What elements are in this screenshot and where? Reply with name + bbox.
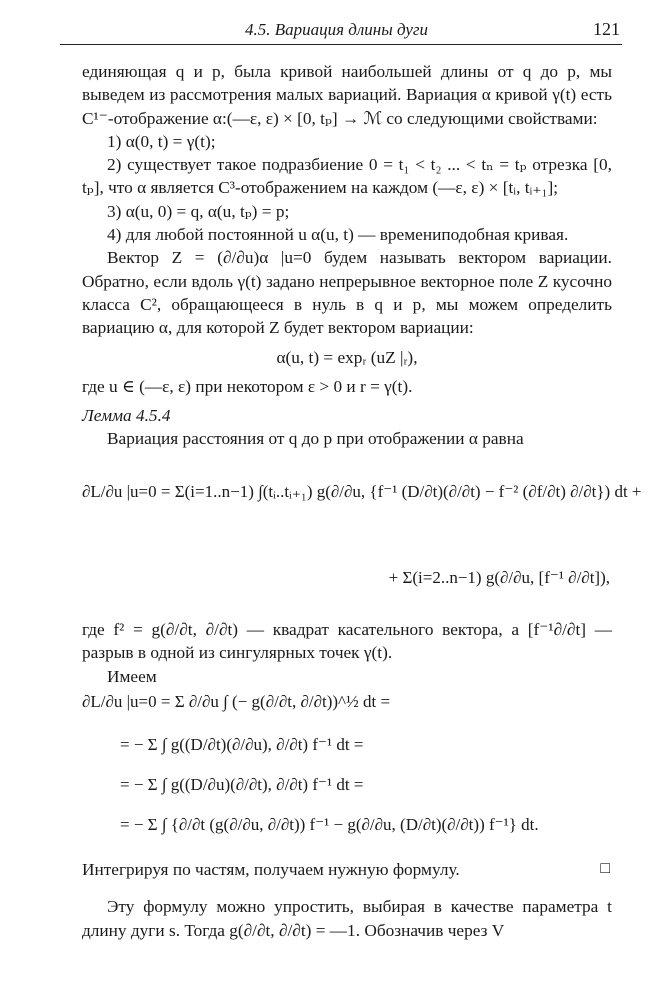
main-text-middle <box>82 618 612 688</box>
paragraph-variation-definition: единяющая q и p, была кривой наибольшей длины от q до p, мы выведем из рассмотрения малых вариаций. Вариация α кривой γ(t) есть C¹⁻-отображение α:(—ε, ε) × [0, tₚ] → ℳ со следующими свойствами: <box>82 62 612 128</box>
main-text-top <box>82 60 612 451</box>
derivation-line-2: = − Σ ∫ g((D/∂t)(∂/∂u), ∂/∂t) f⁻¹ dt = <box>120 735 364 754</box>
page-number: 121 <box>593 19 620 39</box>
section-title: 4.5. Вариация длины дуги <box>245 20 429 39</box>
paragraph-arc-length: Эту формулу можно упростить, выбирая в качестве параметра t длину дуги s. Тогда g(∂/∂t, ∂/∂t) = —1. Обозначив через V <box>82 897 612 940</box>
property-2: 2) существует такое подразбиение 0 = t₁ < t₂ ... < tₙ = tₚ отрезка [0, tₚ], что α является C³-отображением на каждом (—ε, ε) × [tᵢ, tᵢ₊₁]; <box>82 155 612 198</box>
property-1: 1) α(0, t) = γ(t); <box>107 131 216 151</box>
property-4: 4) для любой постоянной u α(u, t) — времениподобная кривая. <box>107 225 569 245</box>
derivation-line-3: = − Σ ∫ g((D/∂u)(∂/∂t), ∂/∂t) f⁻¹ dt = <box>120 775 364 794</box>
paragraph-variation-vector: Вектор Z = (∂/∂u)α |u=0 будем называть вектором вариации. Обратно, если вдоль γ(t) задано непрерывное векторное поле Z кусочно класса C², обращающееся в нуль в q и p, мы можем определить вариацию α, для которой Z будет вектором вариации: <box>82 248 612 338</box>
lemma-statement: Вариация расстояния от q до p при отображении α равна <box>107 429 524 449</box>
running-header <box>60 18 622 45</box>
derivation-line-1: ∂L/∂u |u=0 = Σ ∂/∂u ∫ (− g(∂/∂t, ∂/∂t))^½ dt = <box>82 692 391 711</box>
property-3: 3) α(u, 0) = q, α(u, tₚ) = p; <box>107 201 290 221</box>
paragraph-f-definition: где f² = g(∂/∂t, ∂/∂t) — квадрат касательного вектора, а [f⁻¹∂/∂t] — разрыв в одной из сингулярных точек γ(t). <box>82 620 612 663</box>
paragraph-integrate-by-parts: Интегрируя по частям, получаем нужную формулу. <box>82 860 460 879</box>
lemma-formula-line-2: + Σ(i=2..n−1) g(∂/∂u, [f⁻¹ ∂/∂t]), <box>388 568 610 587</box>
qed-symbol: □ <box>600 860 610 877</box>
main-text-bottom <box>82 858 612 942</box>
lemma-formula-line-1: ∂L/∂u |u=0 = Σ(i=1..n−1) ∫(tᵢ..tᵢ₊₁) g(∂/∂u, {f⁻¹ (D/∂t)(∂/∂t) − f⁻² (∂f/∂t) ∂/∂t}) dt + <box>82 482 642 501</box>
paragraph-where: где u ∈ (—ε, ε) при некотором ε > 0 и r = γ(t). <box>82 376 413 396</box>
lemma-heading: Лемма 4.5.4 <box>82 406 171 426</box>
have-label: Имеем <box>107 666 157 686</box>
exp-equation: α(u, t) = expᵣ (uZ |ᵣ), <box>276 347 418 367</box>
derivation-line-4: = − Σ ∫ {∂/∂t (g(∂/∂u, ∂/∂t)) f⁻¹ − g(∂/∂u, (D/∂t)(∂/∂t)) f⁻¹} dt. <box>120 815 539 834</box>
